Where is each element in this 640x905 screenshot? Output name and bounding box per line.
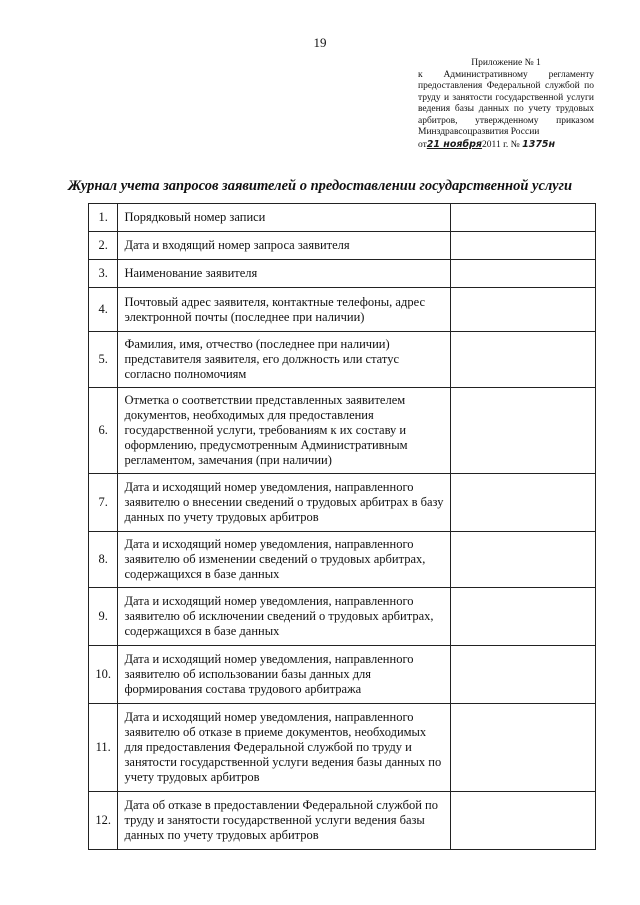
appendix-line-5: арбитров, утвержденному приказом bbox=[418, 115, 594, 126]
table-row bbox=[89, 288, 596, 332]
date-suffix: 2011 г. № bbox=[482, 139, 520, 150]
handwritten-order-number: 1375н bbox=[522, 138, 556, 150]
table-row bbox=[89, 588, 596, 646]
row-number: 6. bbox=[89, 388, 118, 474]
row-description: Дата об отказе в предоставлении Федеральной службой по труду и занятости государственной услуги ведения базы данных по учету трудовых арбитров bbox=[118, 792, 450, 850]
row-number: 8. bbox=[89, 532, 118, 588]
row-description: Дата и исходящий номер уведомления, направленного заявителю об использовании базы данных для формирования состава трудового арбитража bbox=[118, 646, 450, 704]
table-row bbox=[89, 332, 596, 388]
appendix-line-4: ведения базы данных по учету трудовых bbox=[418, 104, 594, 114]
order-date-line bbox=[418, 139, 594, 152]
row-value-cell bbox=[450, 532, 595, 588]
row-number: 10. bbox=[89, 646, 118, 704]
row-description: Порядковый номер записи bbox=[118, 204, 450, 232]
row-value-cell bbox=[450, 388, 595, 474]
row-number: 7. bbox=[89, 474, 118, 532]
row-description: Наименование заявителя bbox=[118, 260, 450, 288]
table-row bbox=[89, 792, 596, 850]
date-prefix: от bbox=[418, 139, 427, 150]
row-description: Дата и входящий номер запроса заявителя bbox=[118, 232, 450, 260]
table-row bbox=[89, 388, 596, 474]
table-row bbox=[89, 474, 596, 532]
page-number: 19 bbox=[313, 35, 327, 50]
row-value-cell bbox=[450, 474, 595, 532]
row-description: Отметка о соответствии представленных заявителем документов, необходимых для предоставления государственной услуги, требованиям к их составу и оформлению, предусмотренным Административным регламентом, замечания (при наличии) bbox=[118, 388, 450, 474]
table-row bbox=[89, 532, 596, 588]
row-value-cell bbox=[450, 792, 595, 850]
row-number: 2. bbox=[89, 232, 118, 260]
row-number: 9. bbox=[89, 588, 118, 646]
row-description: Дата и исходящий номер уведомления, направленного заявителю об исключении сведений о трудовых арбитрах, содержащихся в базе данных bbox=[118, 588, 450, 646]
table-row bbox=[89, 232, 596, 260]
row-description: Дата и исходящий номер уведомления, направленного заявителю о внесении сведений о трудовых арбитрах в базу данных по учету трудовых арбитров bbox=[118, 474, 450, 532]
row-number: 11. bbox=[89, 704, 118, 792]
row-number: 3. bbox=[89, 260, 118, 288]
appendix-line-3: труду и занятости государственной услуги bbox=[418, 92, 594, 103]
appendix-block bbox=[418, 58, 594, 151]
row-value-cell bbox=[450, 260, 595, 288]
row-description: Дата и исходящий номер уведомления, направленного заявителю об изменении сведений о трудовых арбитрах, содержащихся в базе данных bbox=[118, 532, 450, 588]
appendix-title: Приложение № 1 bbox=[471, 58, 541, 68]
row-value-cell bbox=[450, 646, 595, 704]
row-description: Почтовый адрес заявителя, контактные телефоны, адрес электронной почты (последнее при наличии) bbox=[118, 288, 450, 332]
appendix-line-1: к Административному регламенту bbox=[418, 69, 594, 80]
journal-title: Журнал учета запросов заявителей о предоставлении государственной услуги bbox=[67, 178, 573, 194]
table-row bbox=[89, 646, 596, 704]
row-number: 5. bbox=[89, 332, 118, 388]
table-row bbox=[89, 704, 596, 792]
handwritten-date: 21 ноября bbox=[426, 138, 483, 150]
appendix-line-2: предоставления Федеральной службой по bbox=[418, 81, 594, 91]
row-value-cell bbox=[450, 288, 595, 332]
row-value-cell bbox=[450, 332, 595, 388]
journal-body bbox=[89, 204, 596, 850]
row-value-cell bbox=[450, 588, 595, 646]
row-number: 12. bbox=[89, 792, 118, 850]
row-value-cell bbox=[450, 232, 595, 260]
row-description: Дата и исходящий номер уведомления, направленного заявителю об отказе в приеме документов, необходимых для предоставления Федеральной службой по труду и занятости государственной услуги ведения базы данных по учету трудовых арбитров bbox=[118, 704, 450, 792]
row-value-cell bbox=[450, 704, 595, 792]
table-row bbox=[89, 204, 596, 232]
row-number: 4. bbox=[89, 288, 118, 332]
journal-table bbox=[88, 203, 596, 850]
row-description: Фамилия, имя, отчество (последнее при наличии) представителя заявителя, его должность или статус согласно полномочиям bbox=[118, 332, 450, 388]
row-value-cell bbox=[450, 204, 595, 232]
appendix-line-6: Минздравсоцразвития России bbox=[418, 127, 540, 137]
table-row bbox=[89, 260, 596, 288]
row-number: 1. bbox=[89, 204, 118, 232]
